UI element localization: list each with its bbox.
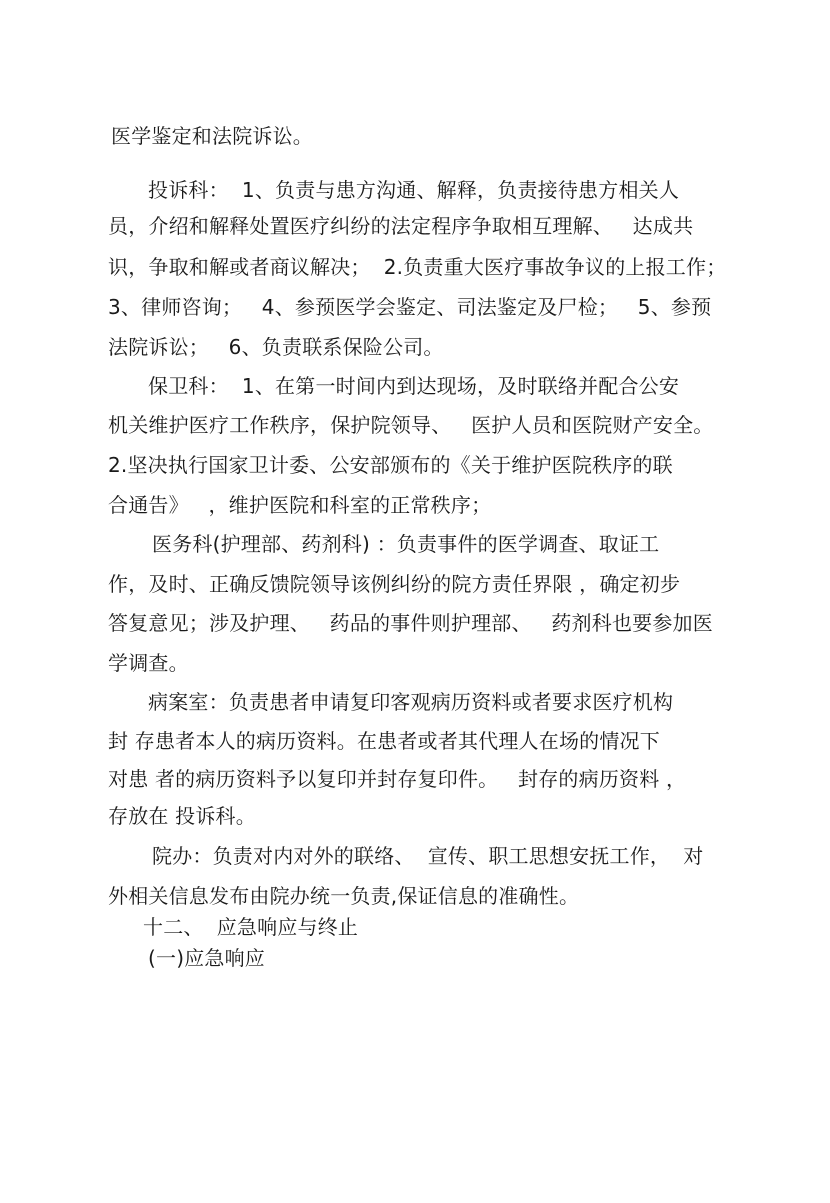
text-line-5: 3、律师咨询； 4、参预医学会鉴定、司法鉴定及尸检； 5、参预	[108, 295, 712, 319]
text-line-11: 医务科(护理部、药剂科) ：负责事件的医学调查、取证工	[152, 532, 660, 556]
text-line-12: 作，及时、正确反馈院领导该例纠纷的院方责任界限 ，确定初步	[108, 572, 681, 596]
text-line-18: 存放在 投诉科。	[108, 804, 256, 828]
text-line-6: 法院诉讼； 6、负责联系保险公司。	[108, 335, 444, 359]
text-line-17: 对患 者的病历资料予以复印并封存复印件。 封存的病历资料 ，	[108, 767, 687, 791]
text-line-14: 学调查。	[108, 651, 189, 675]
text-line-2: 投诉科： 1、负责与患方沟通、解释，负责接待患方相关人	[148, 178, 680, 202]
text-line-3: 员，介绍和解释处置医疗纠纷的法定程序争取相互理解、 达成共	[108, 214, 694, 238]
text-line-9: 2.坚决执行国家卫计委、公安部颁布的《关于维护医院秩序的联	[108, 453, 673, 477]
text-line-20: 外相关信息发布由院办统一负责,保证信息的准确性。	[108, 884, 580, 908]
text-line-13: 答复意见；涉及护理、 药品的事件则护理部、 药剂科也要参加医	[108, 611, 713, 635]
text-line-8: 机关维护医疗工作秩序，保护院领导、 医护人员和医院财产安全。	[108, 413, 714, 437]
text-line-1: 医学鉴定和法院诉讼。	[111, 124, 313, 148]
text-line-19: 院办：负责对内对外的联络、 宣传、职工思想安抚工作， 对	[152, 844, 704, 868]
text-line-10: 合通告》 ，维护医院和科室的正常秩序；	[108, 493, 492, 517]
section-heading: 十二、 应急响应与终止	[143, 915, 359, 939]
text-line-15: 病案室：负责患者申请复印客观病历资料或者要求医疗机构	[148, 690, 674, 714]
watermark-mark-2	[428, 1043, 617, 1203]
text-line-4: 识，争取和解或者商议解决； 2.负责重大医疗事故争议的上报工作；	[108, 255, 727, 279]
text-line-7: 保卫科： 1、在第一时间内到达现场，及时联络并配合公安	[148, 374, 680, 398]
subsection-heading: (一)应急响应	[148, 946, 266, 970]
text-line-16: 封 存患者本人的病历资料。在患者或者其代理人在场的情况下	[108, 729, 660, 753]
